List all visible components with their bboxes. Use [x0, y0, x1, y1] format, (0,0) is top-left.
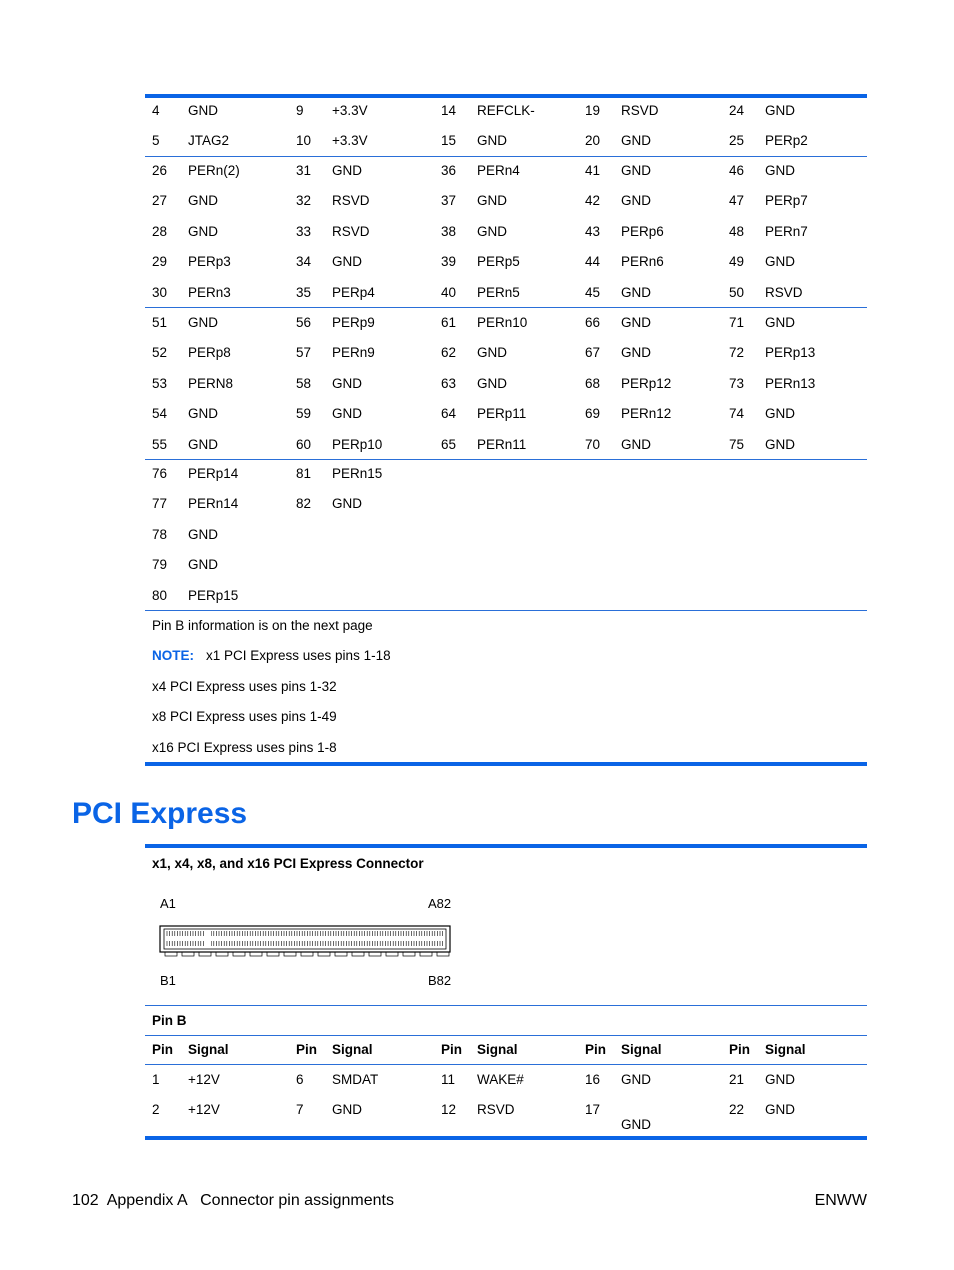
pin-b-header: Pin [152, 1042, 174, 1057]
pin-number: 25 [729, 133, 745, 148]
pin-number: 29 [152, 254, 168, 269]
pin-signal: RSVD [332, 224, 370, 239]
footer-brand: ENWW [814, 1192, 867, 1209]
note-text: x1 PCI Express uses pins 1-18 [206, 648, 391, 663]
pin-number: 4 [152, 103, 160, 118]
pin-number: 63 [441, 376, 457, 391]
pin-number: 47 [729, 193, 745, 208]
pin-signal: GND [332, 254, 362, 269]
pin-signal: PERp7 [765, 193, 808, 208]
connector-table-top-rule [145, 844, 867, 848]
pin-number: 53 [152, 376, 168, 391]
pin-number: 67 [585, 345, 601, 360]
pin-signal: PERp6 [621, 224, 664, 239]
connector-caption: x1, x4, x8, and x16 PCI Express Connector [152, 856, 424, 871]
pin-number: 79 [152, 557, 168, 572]
pin-signal: PERn4 [477, 163, 520, 178]
pin-signal: GND [621, 345, 651, 360]
pin-signal: GND [621, 193, 651, 208]
pin-b-header: Signal [188, 1042, 229, 1057]
pin-signal: GND [477, 345, 507, 360]
pin-number: 33 [296, 224, 312, 239]
pin-number: 64 [441, 406, 457, 421]
pin-signal: JTAG2 [188, 133, 230, 148]
pin-signal: GND [621, 1072, 651, 1087]
pin-number: 43 [585, 224, 601, 239]
pin-number: 50 [729, 285, 745, 300]
pin-signal: GND [332, 376, 362, 391]
pin-signal: PERp10 [332, 437, 383, 452]
pin-number: 65 [441, 437, 457, 452]
pin-number: 34 [296, 254, 312, 269]
pin-signal: GND [765, 315, 795, 330]
pin-signal: REFCLK- [477, 103, 535, 118]
pin-signal: GND [477, 376, 507, 391]
pin-number: 68 [585, 376, 601, 391]
pin-number: 16 [585, 1072, 601, 1087]
pin-number: 22 [729, 1102, 745, 1117]
pin-number: 1 [152, 1072, 160, 1087]
pin-signal: GND [765, 406, 795, 421]
pin-signal: PERp9 [332, 315, 375, 330]
pin-signal: GND [765, 437, 795, 452]
pin-signal: PERp13 [765, 345, 816, 360]
pin-signal: GND [332, 163, 362, 178]
pin-signal: GND [332, 406, 362, 421]
label-b1: B1 [160, 973, 176, 988]
top-table-bottom-rule [145, 762, 867, 766]
pin-number: 57 [296, 345, 312, 360]
pin-number: 71 [729, 315, 745, 330]
pin-number: 17 [585, 1102, 601, 1117]
pin-b-header: Signal [621, 1042, 662, 1057]
pin-signal: PERn6 [621, 254, 664, 269]
pin-signal: GND [477, 224, 507, 239]
pin-signal: PERn12 [621, 406, 672, 421]
pin-signal: GND [765, 1072, 795, 1087]
pci-express-connector-diagram [155, 914, 455, 974]
pin-signal: PERn15 [332, 466, 383, 481]
pin-number: 36 [441, 163, 457, 178]
pin-number: 12 [441, 1102, 457, 1117]
pin-b-header: Signal [332, 1042, 373, 1057]
pin-signal: GND [188, 527, 218, 542]
pin-number: 31 [296, 163, 312, 178]
pin-signal: RSVD [477, 1102, 515, 1117]
pin-b-header: Signal [765, 1042, 806, 1057]
pin-signal: PERn5 [477, 285, 520, 300]
pin-number: 39 [441, 254, 457, 269]
pin-signal: GND [188, 437, 218, 452]
group-divider [145, 459, 867, 460]
pin-number: 21 [729, 1072, 745, 1087]
pin-b-header: Pin [441, 1042, 463, 1057]
footnote: Pin B information is on the next page [152, 618, 373, 633]
pin-number: 30 [152, 285, 168, 300]
pin-signal: GND [621, 1117, 651, 1132]
pin-signal: PERp15 [188, 588, 239, 603]
pin-signal: GND [188, 193, 218, 208]
pin-number: 69 [585, 406, 601, 421]
pin-signal: PERp5 [477, 254, 520, 269]
pin-signal: GND [765, 103, 795, 118]
pin-b-header: Pin [296, 1042, 318, 1057]
pin-number: 10 [296, 133, 312, 148]
pin-signal: +12V [188, 1072, 220, 1087]
pin-signal: GND [621, 315, 651, 330]
section-title: PCI Express [72, 797, 248, 830]
pin-signal: GND [477, 193, 507, 208]
pin-number: 26 [152, 163, 168, 178]
note-line: x8 PCI Express uses pins 1-49 [152, 709, 337, 724]
note-label: NOTE: [152, 648, 194, 663]
pin-b-header: Pin [729, 1042, 751, 1057]
pin-signal: PERN8 [188, 376, 234, 391]
pin-signal: RSVD [621, 103, 659, 118]
group-divider [145, 156, 867, 157]
pin-number: 52 [152, 345, 168, 360]
pin-signal: +3.3V [332, 133, 368, 148]
pin-signal: PERp14 [188, 466, 239, 481]
pin-number: 20 [585, 133, 601, 148]
pin-signal: PERn11 [477, 437, 527, 452]
pin-b-title: Pin B [152, 1013, 187, 1028]
pin-b-divider [145, 1064, 867, 1065]
pin-number: 38 [441, 224, 457, 239]
pin-signal: RSVD [332, 193, 370, 208]
pin-signal: PERp3 [188, 254, 231, 269]
pin-signal: RSVD [765, 285, 803, 300]
pin-b-header: Pin [585, 1042, 607, 1057]
pin-signal: PERn14 [188, 496, 239, 511]
pin-number: 73 [729, 376, 745, 391]
pin-number: 32 [296, 193, 312, 208]
pin-number: 80 [152, 588, 168, 603]
pin-number: 19 [585, 103, 601, 118]
pin-number: 66 [585, 315, 601, 330]
pin-signal: PERp4 [332, 285, 375, 300]
pin-signal: GND [765, 254, 795, 269]
pin-b-header: Signal [477, 1042, 518, 1057]
pin-signal: GND [765, 1102, 795, 1117]
pin-signal: PERn9 [332, 345, 375, 360]
pin-number: 81 [296, 466, 312, 481]
pin-number: 42 [585, 193, 601, 208]
pin-signal: PERn10 [477, 315, 528, 330]
pin-signal: PERn7 [765, 224, 808, 239]
pin-number: 7 [296, 1102, 304, 1117]
pin-number: 49 [729, 254, 745, 269]
note-line: x16 PCI Express uses pins 1-8 [152, 740, 337, 755]
pin-signal: PERp12 [621, 376, 672, 391]
pin-signal: PERn13 [765, 376, 816, 391]
pin-number: 5 [152, 133, 160, 148]
label-a82: A82 [428, 896, 452, 911]
pin-signal: GND [332, 1102, 362, 1117]
pin-number: 74 [729, 406, 745, 421]
pin-number: 59 [296, 406, 312, 421]
label-a1: A1 [160, 896, 176, 911]
pin-number: 58 [296, 376, 312, 391]
pin-number: 75 [729, 437, 745, 452]
pin-number: 56 [296, 315, 312, 330]
note-line: x4 PCI Express uses pins 1-32 [152, 679, 337, 694]
pin-signal: GND [188, 315, 218, 330]
pin-number: 72 [729, 345, 745, 360]
pin-number: 78 [152, 527, 168, 542]
pin-number: 82 [296, 496, 312, 511]
pin-number: 46 [729, 163, 745, 178]
pin-number: 61 [441, 315, 457, 330]
pin-number: 62 [441, 345, 457, 360]
pin-signal: GND [621, 285, 651, 300]
pin-signal: GND [332, 496, 362, 511]
pin-number: 9 [296, 103, 304, 118]
pin-number: 40 [441, 285, 457, 300]
pin-number: 11 [441, 1072, 456, 1087]
pin-number: 35 [296, 285, 312, 300]
pin-signal: +3.3V [332, 103, 368, 118]
pin-number: 54 [152, 406, 168, 421]
footer-page-label: 102 Appendix A Connector pin assignments [72, 1192, 394, 1209]
pin-number: 60 [296, 437, 312, 452]
pin-number: 44 [585, 254, 601, 269]
pin-signal: PERp11 [477, 406, 527, 421]
pin-signal: PERn3 [188, 285, 231, 300]
pin-b-divider [145, 1035, 867, 1036]
pin-signal: GND [188, 103, 218, 118]
pin-number: 55 [152, 437, 168, 452]
pin-signal: GND [765, 163, 795, 178]
pin-number: 45 [585, 285, 601, 300]
pin-signal: GND [188, 557, 218, 572]
pin-b-bottom-rule [145, 1136, 867, 1140]
pin-number: 77 [152, 496, 168, 511]
top-table-top-rule [145, 94, 867, 98]
group-divider [145, 307, 867, 308]
pin-number: 24 [729, 103, 745, 118]
pin-signal: WAKE# [477, 1072, 524, 1087]
pin-number: 37 [441, 193, 457, 208]
pin-number: 41 [585, 163, 601, 178]
pin-signal: GND [188, 224, 218, 239]
pin-number: 15 [441, 133, 457, 148]
pin-number: 6 [296, 1072, 304, 1087]
pin-b-divider [145, 1005, 867, 1006]
pin-number: 76 [152, 466, 168, 481]
pin-signal: GND [477, 133, 507, 148]
pin-number: 14 [441, 103, 457, 118]
pin-signal: +12V [188, 1102, 220, 1117]
pin-signal: GND [621, 133, 651, 148]
pin-signal: PERn(2) [188, 163, 240, 178]
pin-signal: PERp2 [765, 133, 808, 148]
pin-signal: SMDAT [332, 1072, 379, 1087]
pin-number: 2 [152, 1102, 160, 1117]
pin-number: 28 [152, 224, 168, 239]
pin-signal: GND [621, 163, 651, 178]
pin-number: 48 [729, 224, 745, 239]
pin-number: 70 [585, 437, 601, 452]
pin-number: 27 [152, 193, 168, 208]
group-divider [145, 610, 867, 611]
label-b82: B82 [428, 973, 452, 988]
pin-number: 51 [152, 315, 168, 330]
pin-signal: GND [621, 437, 651, 452]
pin-signal: GND [188, 406, 218, 421]
pin-signal: PERp8 [188, 345, 231, 360]
